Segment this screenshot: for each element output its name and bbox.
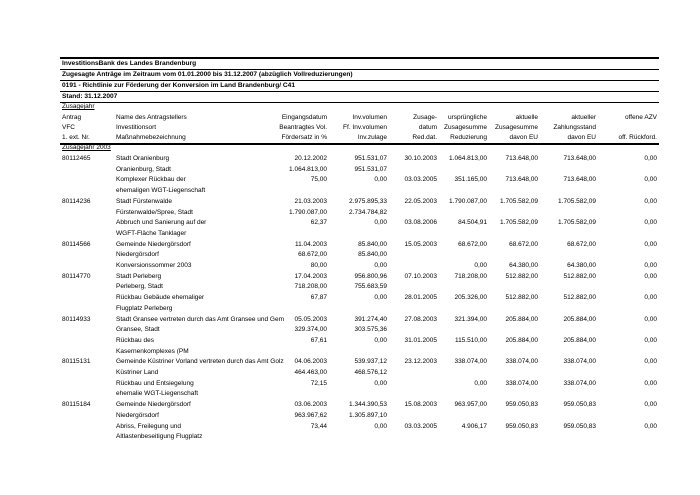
cell-offene: 0,00 — [644, 240, 657, 248]
cell-urspr: 0,00 — [474, 262, 487, 269]
cell-zusage: 15.08.2003 — [404, 401, 437, 409]
col-header-zusage-1: Zusage- — [413, 114, 437, 121]
year-label: Zusagejahr 2003 — [62, 144, 111, 151]
cell-zahlung: 1.705.582,09 — [558, 197, 596, 205]
col-header-zahlung-1: aktueller — [571, 114, 596, 121]
cell-zahlung: 68.672,00 — [567, 240, 596, 248]
cell-zusage: 03.03.2005 — [404, 422, 437, 430]
cell-name: Gemeinde Niedergörsdorf — [116, 240, 191, 248]
cell-urspr: 321.394,00 — [454, 315, 487, 323]
cell-name: Niedergörsdorf — [116, 411, 159, 419]
cell-aktuelle: 1.705.582,09 — [500, 219, 538, 227]
cell-eingang: 75,00 — [310, 176, 327, 184]
cell-antrag: 80114236 — [62, 197, 91, 205]
cell-zusage: 03.03.2005 — [404, 176, 437, 184]
cell-eingang: 1.790.087,00 — [289, 208, 327, 216]
cell-urspr: 205.326,00 — [454, 294, 487, 302]
col-header-zahlung-2: Zahlungsstand — [553, 124, 596, 131]
cell-zahlung: 512.882,00 — [563, 272, 596, 280]
cell-invvol: 0,00 — [374, 176, 387, 184]
cell-name: Gransee, Stadt — [116, 326, 160, 334]
cell-invvol: 85.840,00 — [358, 251, 387, 259]
cell-eingang: 67,61 — [310, 336, 327, 344]
cell-invvol: 956.800,96 — [354, 272, 387, 280]
cell-eingang: 11.04.2003 — [294, 240, 327, 248]
col-header-zusage-2: datum — [418, 124, 437, 131]
group-label: Zusagejahr — [62, 103, 95, 110]
cell-aktuelle: 512.882,00 — [505, 272, 538, 280]
cell-invvol: 539.937,12 — [354, 358, 387, 366]
rule-4 — [60, 102, 659, 103]
cell-zahlung: 959.050,83 — [563, 401, 596, 409]
cell-offene: 0,00 — [644, 197, 657, 205]
cell-invvol: 303.575,36 — [354, 326, 387, 334]
cell-aktuelle: 1.705.582,09 — [500, 197, 538, 205]
cell-eingang: 329.374,00 — [294, 326, 327, 334]
col-header-eingang-2: Beantragtes Vol. — [279, 124, 327, 131]
cell-eingang: 963.967,62 — [294, 411, 327, 419]
cell-eingang: 1.064.813,00 — [289, 165, 327, 173]
cell-antrag: 80112465 — [62, 155, 91, 162]
cell-invvol: 755.683,59 — [354, 283, 387, 291]
cell-offene: 0,00 — [644, 358, 657, 366]
col-header-invvol-1: Inv.volumen — [352, 114, 387, 121]
cell-eingang: 67,87 — [310, 294, 327, 302]
col-header-antrag-3: 1. ext. Nr. — [62, 134, 90, 141]
cell-invvol: 0,00 — [374, 422, 387, 430]
cell-aktuelle: 205.884,00 — [505, 315, 538, 323]
col-header-name-3: Maßnahmebezeichnung — [116, 134, 186, 141]
cell-eingang: 68.672,00 — [298, 251, 327, 259]
cell-zahlung: 1.705.582,09 — [558, 219, 596, 227]
cell-name: Oranienburg, Stadt — [116, 165, 171, 173]
cell-antrag: 80115184 — [62, 401, 91, 409]
col-header-name-2: Investitionsort — [116, 124, 157, 131]
cell-invvol: 951.531,07 — [354, 165, 387, 173]
cell-invvol: 1.344.390,53 — [349, 401, 387, 409]
cell-eingang: 04.06.2003 — [294, 358, 327, 366]
cell-zahlung: 338.074,00 — [563, 379, 596, 387]
col-header-urspr-3: Reduzierung — [450, 134, 487, 141]
cell-aktuelle: 713.648,00 — [505, 176, 538, 184]
cell-name: Kasernenkomplexes (PM — [116, 347, 189, 355]
cell-name: Fürstenwalde/Spree, Stadt — [116, 208, 193, 216]
cell-offene: 0,00 — [644, 422, 657, 430]
cell-urspr: 718.208,00 — [454, 272, 487, 280]
cell-name: Abriss, Freilegung und — [116, 422, 182, 430]
cell-urspr: 963.957,00 — [454, 401, 487, 409]
cell-zusage: 27.08.2003 — [404, 315, 437, 323]
cell-eingang: 21.03.2003 — [294, 197, 327, 205]
cell-zahlung: 713.648,00 — [563, 176, 596, 184]
cell-eingang: 05.05.2003 — [294, 315, 327, 323]
col-header-name-1: Name des Antragstellers — [116, 114, 187, 121]
cell-zahlung: 64.380,00 — [567, 262, 596, 269]
col-header-offene-1: offene AZV — [624, 114, 657, 121]
cell-eingang: 20.12.2002 — [294, 155, 327, 162]
cell-name: WGFT-Fläche Tanklager — [116, 229, 187, 237]
cell-name: Gemeinde Niedergörsdorf — [116, 401, 191, 409]
cell-invvol: 0,00 — [374, 336, 387, 344]
rule-2 — [60, 80, 659, 81]
cell-name: Stadt Fürstenwalde — [116, 197, 173, 205]
cell-urspr: 1.790.087,00 — [449, 197, 487, 205]
col-header-eingang-1: Eingangsdatum — [281, 114, 327, 121]
top-rule — [60, 57, 659, 59]
cell-name: Rückbau und Entsiegelung — [116, 379, 194, 387]
cell-urspr: 0,00 — [474, 379, 487, 387]
cell-name: Gemeinde Küstriner Vorland vertreten durch das Amt Golz — [116, 358, 284, 366]
cell-invvol: 0,00 — [374, 219, 387, 227]
bank-title: InvestitionsBank des Landes Brandenburg — [62, 60, 197, 67]
cell-invvol: 0,00 — [374, 294, 387, 302]
cell-invvol: 0,00 — [374, 379, 387, 387]
col-header-antrag-2: VFC — [62, 124, 75, 131]
cell-invvol: 468.576,12 — [354, 369, 387, 376]
rule-1 — [60, 69, 659, 70]
cell-antrag: 80115131 — [62, 358, 91, 366]
cell-name: Niedergörsdorf — [116, 251, 159, 259]
cell-zusage: 31.01.2005 — [404, 336, 437, 344]
cell-name: ehemalie WGT-Liegenschaft — [116, 390, 199, 398]
report-date: Stand: 31.12.2007 — [62, 93, 118, 100]
col-header-antrag-1: Antrag — [62, 114, 82, 121]
col-header-aktuelle-1: aktuelle — [515, 114, 538, 121]
cell-aktuelle: 205.884,00 — [505, 336, 538, 344]
cell-eingang: 80,00 — [310, 262, 327, 269]
cell-eingang: 73,44 — [310, 422, 327, 430]
cell-name: Perleberg, Stadt — [116, 283, 163, 291]
cell-antrag: 80114770 — [62, 272, 91, 280]
cell-invvol: 0,00 — [374, 262, 387, 269]
cell-urspr: 338.074,00 — [454, 358, 487, 366]
cell-offene: 0,00 — [644, 401, 657, 409]
cell-urspr: 84.504,91 — [458, 219, 487, 227]
cell-eingang: 17.04.2003 — [294, 272, 327, 280]
col-header-aktuelle-3: davon EU — [509, 134, 538, 141]
cell-zusage: 28.01.2005 — [404, 294, 437, 302]
col-header-offene-3: off. Rückford. — [618, 134, 657, 141]
cell-zusage: 30.10.2003 — [404, 155, 437, 162]
cell-aktuelle: 338.074,00 — [505, 358, 538, 366]
cell-name: Komplexer Rückbau der — [116, 176, 186, 184]
cell-name: Altlastenbeseitigung Flugplatz — [116, 433, 203, 441]
cell-zusage: 15.05.2003 — [404, 240, 437, 248]
cell-offene: 0,00 — [644, 315, 657, 323]
cell-offene: 0,00 — [644, 176, 657, 184]
report-subtitle: Zugesagte Anträge im Zeitraum vom 01.01.2000 bis 31.12.2007 (abzüglich Vollreduzierungen) — [62, 71, 353, 78]
cell-zahlung: 205.884,00 — [563, 336, 596, 344]
cell-invvol: 951.531,07 — [354, 155, 387, 162]
cell-zusage: 23.12.2003 — [404, 358, 437, 366]
cell-zahlung: 338.074,00 — [563, 358, 596, 366]
col-header-urspr-2: Zusagesumme — [444, 124, 487, 131]
cell-aktuelle: 713.648,00 — [505, 155, 538, 162]
col-header-urspr-1: ursprüngliche — [447, 114, 487, 121]
cell-name: Konversionssommer 2003 — [116, 262, 192, 269]
cell-invvol: 391.274,40 — [354, 315, 387, 323]
cell-name: Stadt Oranienburg — [116, 155, 170, 162]
cell-aktuelle: 512.882,00 — [505, 294, 538, 302]
cell-eingang: 464.463,00 — [294, 369, 327, 376]
cell-invvol: 1.305.897,10 — [349, 411, 387, 419]
col-header-eingang-3: Fördersatz in % — [281, 134, 327, 141]
cell-zusage: 03.08.2006 — [404, 219, 437, 227]
cell-aktuelle: 959.050,83 — [505, 401, 538, 409]
cell-aktuelle: 959.050,83 — [505, 422, 538, 430]
cell-name: ehemaligen WGT-Liegenschaft — [116, 187, 206, 195]
cell-urspr: 115.510,00 — [454, 336, 487, 344]
cell-eingang: 72,15 — [310, 379, 327, 387]
cell-invvol: 85.840,00 — [358, 240, 387, 248]
cell-offene: 0,00 — [644, 272, 657, 280]
col-header-invvol-3: Inv.zulage — [357, 134, 387, 141]
cell-eingang: 62,37 — [310, 219, 327, 227]
col-header-invvol-2: Ff. Inv.volumen — [343, 124, 387, 131]
col-header-zusage-3: Red.dat. — [412, 134, 437, 141]
cell-urspr: 1.064.813,00 — [449, 155, 487, 162]
cell-aktuelle: 68.672,00 — [509, 240, 538, 248]
cell-zusage: 22.05.2003 — [404, 197, 437, 205]
col-header-zahlung-3: davon EU — [567, 134, 596, 141]
cell-antrag: 80114566 — [62, 240, 91, 248]
cell-offene: 0,00 — [644, 294, 657, 302]
cell-offene: 0,00 — [644, 219, 657, 227]
cell-aktuelle: 64.380,00 — [509, 262, 538, 269]
cell-name: Stadt Perleberg — [116, 272, 162, 280]
header-rule — [60, 143, 659, 145]
cell-name: Rückbau des — [116, 336, 154, 344]
cell-offene: 0,00 — [644, 336, 657, 344]
cell-zusage: 07.10.2003 — [404, 272, 437, 280]
rule-3 — [60, 91, 659, 92]
cell-name: Rückbau Gebäude ehemaliger — [116, 294, 205, 302]
cell-invvol: 2.734.784,82 — [349, 208, 387, 216]
cell-antrag: 80114933 — [62, 315, 91, 323]
cell-zahlung: 959.050,83 — [563, 422, 596, 430]
cell-urspr: 4.906,17 — [461, 422, 487, 430]
cell-name: Abbruch und Sanierung auf der — [116, 219, 207, 227]
cell-invvol: 2.975.895,33 — [349, 197, 387, 205]
cell-eingang: 718.208,00 — [294, 283, 327, 291]
col-header-aktuelle-2: Zusagesumme — [495, 124, 538, 131]
cell-zahlung: 205.884,00 — [563, 315, 596, 323]
cell-zahlung: 713.648,00 — [563, 155, 596, 162]
cell-name: Flugplatz Perleberg — [116, 304, 173, 312]
program-title: 0191 - Richtlinie zur Förderung der Konversion im Land Brandenburg/ C41 — [62, 82, 296, 89]
cell-offene: 0,00 — [644, 155, 657, 162]
cell-urspr: 68.672,00 — [458, 240, 487, 248]
cell-eingang: 03.06.2003 — [294, 401, 327, 409]
cell-name: Küstriner Land — [116, 369, 159, 376]
cell-offene: 0,00 — [644, 262, 657, 269]
cell-aktuelle: 338.074,00 — [505, 379, 538, 387]
cell-offene: 0,00 — [644, 379, 657, 387]
cell-zahlung: 512.882,00 — [563, 294, 596, 302]
cell-urspr: 351.165,00 — [454, 176, 487, 184]
cell-name: Stadt Gransee vertreten durch das Amt Gransee und Gem — [116, 315, 285, 323]
